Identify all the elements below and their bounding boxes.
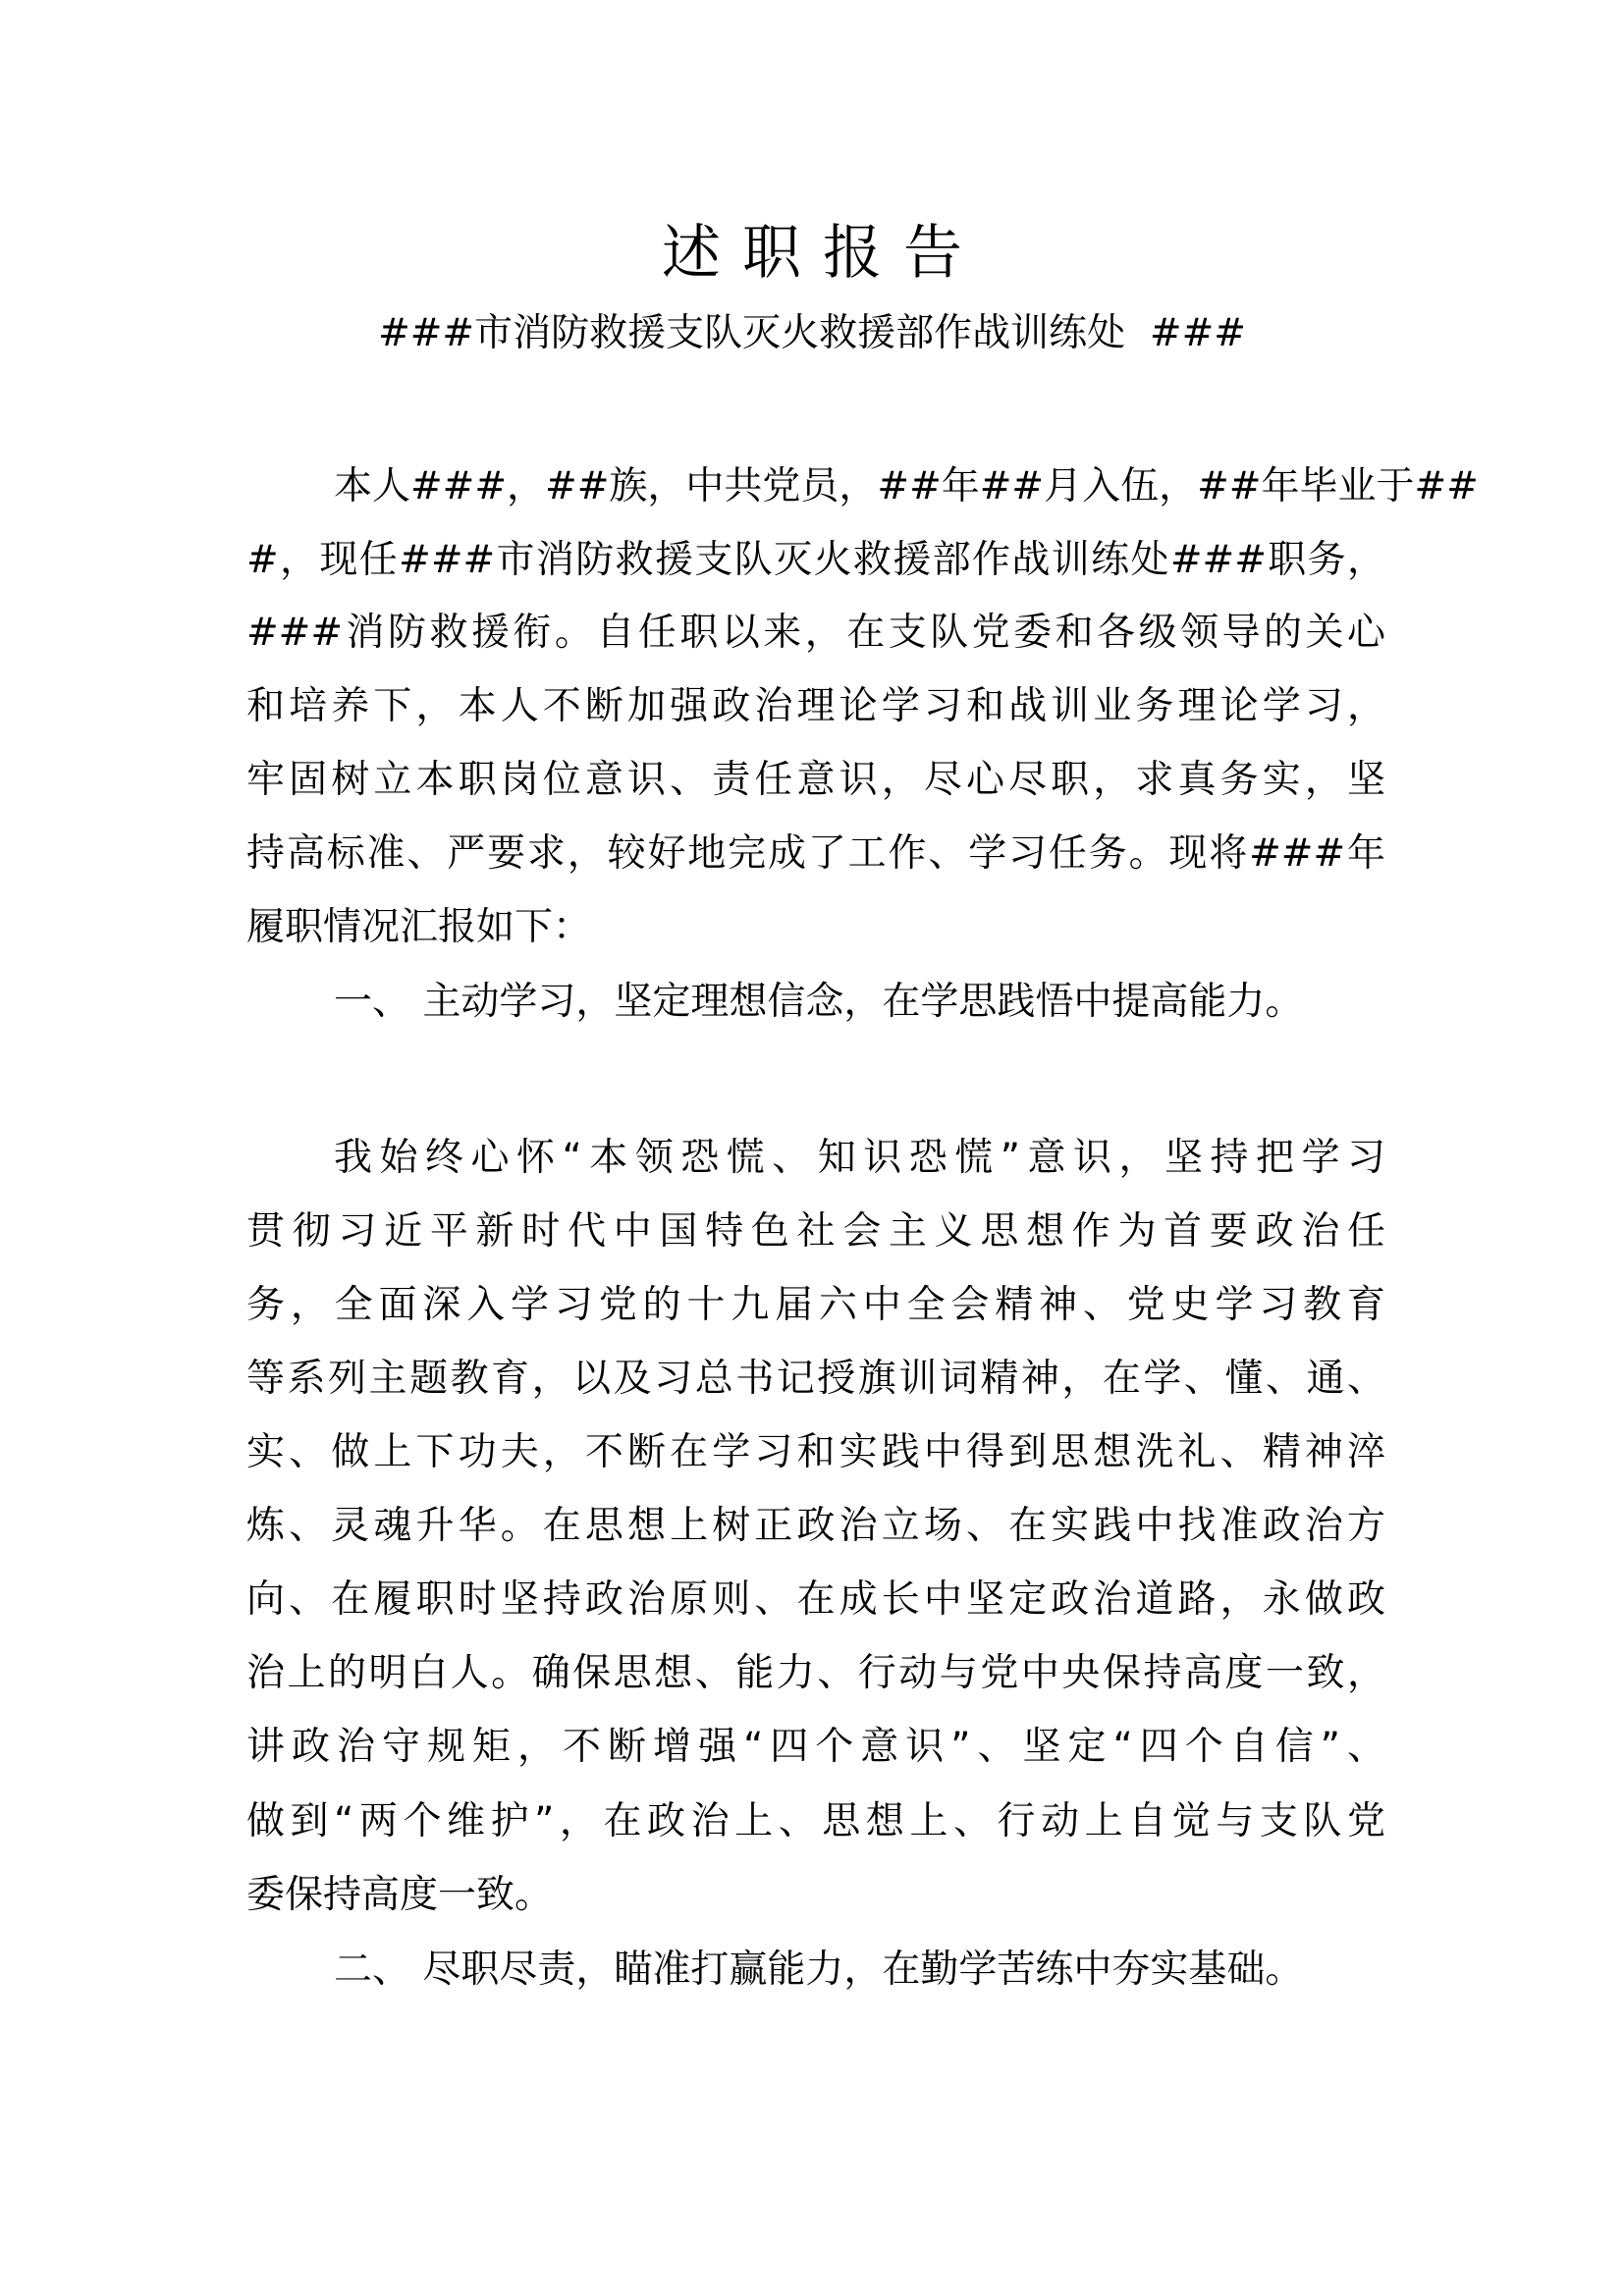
paragraph-1-line-3: ###消防救援衔。自任职以来，在支队党委和各级领导的关心 — [246, 611, 1385, 655]
paragraph-2-line-1: 我始终心怀“本领恐慌、知识恐慌”意识，坚持把学习 — [334, 1136, 1385, 1180]
paragraph-2-line-11: 委保持高度一致。 — [246, 1873, 554, 1917]
section-heading-1: 一、 主动学习，坚定理想信念，在学思践悟中提高能力。 — [334, 980, 1304, 1024]
paragraph-2-line-10: 做到“两个维护”，在政治上、思想上、行动上自觉与支队党 — [246, 1799, 1385, 1843]
paragraph-2-line-2: 贯彻习近平新时代中国特色社会主义思想作为首要政治任 — [246, 1209, 1385, 1254]
paragraph-1-line-1: 本人###，##族，中共党员，##年##月入伍，##年毕业于## — [334, 464, 1479, 508]
paragraph-2-line-8: 治上的明白人。确保思想、能力、行动与党中央保持高度一致， — [246, 1651, 1385, 1695]
paragraph-1-line-6: 持高标准、严要求，较好地完成了工作、学习任务。现将###年 — [246, 831, 1385, 876]
paragraph-2-line-3: 务，全面深入学习党的十九届六中全会精神、党史学习教育 — [246, 1283, 1385, 1327]
section-heading-2: 二、 尽职尽责，瞄准打赢能力，在勤学苦练中夯实基础。 — [334, 1948, 1304, 1992]
paragraph-1-line-7: 履职情况汇报如下： — [246, 905, 592, 949]
paragraph-2-line-9: 讲政治守规矩，不断增强“四个意识”、坚定“四个自信”、 — [246, 1725, 1385, 1769]
paragraph-2-line-6: 炼、灵魂升华。在思想上树正政治立场、在实践中找准政治方 — [246, 1504, 1385, 1548]
document-subtitle: ###市消防救援支队灭火救援部作战训练处 ### — [378, 311, 1246, 355]
paragraph-2-line-7: 向、在履职时坚持政治原则、在成长中坚定政治道路，永做政 — [246, 1577, 1385, 1622]
document-title: 述职报告 — [662, 219, 984, 288]
paragraph-1-line-5: 牢固树立本职岗位意识、责任意识，尽心尽职，求真务实，坚 — [246, 758, 1385, 802]
paragraph-1-line-2: #，现任###市消防救援支队灭火救援部作战训练处###职务， — [246, 538, 1385, 582]
paragraph-1-line-4: 和培养下，本人不断加强政治理论学习和战训业务理论学习， — [246, 684, 1385, 728]
paragraph-2-line-5: 实、做上下功夫，不断在学习和实践中得到思想洗礼、精神淬 — [246, 1430, 1385, 1474]
paragraph-2-line-4: 等系列主题教育，以及习总书记授旗训词精神，在学、懂、通、 — [246, 1357, 1385, 1401]
